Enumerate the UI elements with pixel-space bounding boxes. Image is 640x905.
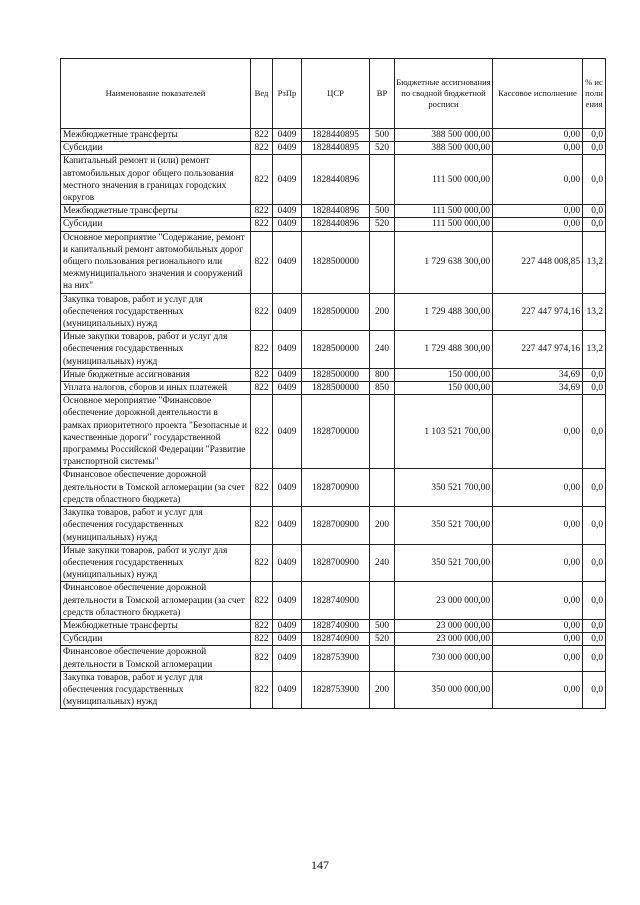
row-ved-cell: 822 — [251, 507, 273, 545]
row-vr-cell: 500 — [370, 619, 395, 632]
row-executed-cell: 227 448 008,85 — [493, 231, 583, 293]
table-row — [61, 205, 606, 218]
row-rzpr-cell: 0409 — [273, 671, 302, 709]
row-executed-cell: 0,00 — [493, 633, 583, 646]
row-percent-cell: 0,0 — [583, 205, 606, 218]
row-rzpr-cell: 0409 — [273, 469, 302, 507]
budget-execution-table — [60, 58, 606, 709]
row-csr-cell: 1828440895 — [302, 142, 370, 155]
row-assigned-cell: 1 729 488 300,00 — [395, 331, 493, 369]
row-vr-cell: 500 — [370, 205, 395, 218]
header-executed: Кассовое исполнение — [493, 59, 583, 129]
row-executed-cell: 227 447 974,16 — [493, 331, 583, 369]
row-csr-cell: 1828753900 — [302, 646, 370, 671]
row-csr-cell: 1828753900 — [302, 671, 370, 709]
row-executed-cell: 0,00 — [493, 544, 583, 582]
row-name-cell: Финансовое обеспечение дорожной деятельности в Томской агломерации — [61, 646, 251, 671]
row-name-cell: Уплата налогов, сборов и иных платежей — [61, 382, 251, 395]
row-percent-cell: 0,0 — [583, 368, 606, 381]
row-assigned-cell: 350 521 700,00 — [395, 507, 493, 545]
table-row — [61, 544, 606, 582]
row-executed-cell: 0,00 — [493, 218, 583, 231]
row-name-cell: Основное мероприятие "Содержание, ремонт и капитальный ремонт автомобильных дорог общего пользования регионального или межмуниципального значения и сооружений на них" — [61, 231, 251, 293]
table-row — [61, 619, 606, 632]
row-ved-cell: 822 — [251, 646, 273, 671]
header-percent: % исполнения — [583, 59, 606, 129]
table-row — [61, 218, 606, 231]
row-assigned-cell: 23 000 000,00 — [395, 582, 493, 620]
row-rzpr-cell: 0409 — [273, 646, 302, 671]
row-percent-cell: 0,0 — [583, 544, 606, 582]
table-row — [61, 582, 606, 620]
table-row — [61, 129, 606, 142]
header-vr: ВР — [370, 59, 395, 129]
row-csr-cell: 1828440896 — [302, 205, 370, 218]
header-csr: ЦСР — [302, 59, 370, 129]
row-percent-cell: 0,0 — [583, 129, 606, 142]
row-csr-cell: 1828740900 — [302, 633, 370, 646]
row-ved-cell: 822 — [251, 331, 273, 369]
row-assigned-cell: 150 000,00 — [395, 368, 493, 381]
row-assigned-cell: 350 000 000,00 — [395, 671, 493, 709]
row-name-cell: Иные закупки товаров, работ и услуг для обеспечения государственных (муниципальных) нужд — [61, 544, 251, 582]
row-assigned-cell: 730 000 000,00 — [395, 646, 493, 671]
row-executed-cell: 227 447 974,16 — [493, 293, 583, 331]
row-ved-cell: 822 — [251, 619, 273, 632]
row-csr-cell: 1828740900 — [302, 582, 370, 620]
row-rzpr-cell: 0409 — [273, 293, 302, 331]
row-vr-cell: 240 — [370, 331, 395, 369]
row-executed-cell: 0,00 — [493, 129, 583, 142]
row-executed-cell: 34,69 — [493, 382, 583, 395]
table-row — [61, 633, 606, 646]
row-vr-cell: 240 — [370, 544, 395, 582]
row-executed-cell: 34,69 — [493, 368, 583, 381]
row-executed-cell: 0,00 — [493, 582, 583, 620]
header-ved: Вед — [251, 59, 273, 129]
row-assigned-cell: 1 729 488 300,00 — [395, 293, 493, 331]
row-percent-cell: 0,0 — [583, 582, 606, 620]
row-name-cell: Межбюджетные трансферты — [61, 619, 251, 632]
table-row — [61, 142, 606, 155]
row-ved-cell: 822 — [251, 231, 273, 293]
row-rzpr-cell: 0409 — [273, 582, 302, 620]
row-executed-cell: 0,00 — [493, 646, 583, 671]
header-rzpr: РзПр — [273, 59, 302, 129]
row-rzpr-cell: 0409 — [273, 218, 302, 231]
row-csr-cell: 1828700900 — [302, 507, 370, 545]
row-name-cell: Иные закупки товаров, работ и услуг для обеспечения государственных (муниципальных) нужд — [61, 331, 251, 369]
row-rzpr-cell: 0409 — [273, 633, 302, 646]
row-csr-cell: 1828440896 — [302, 155, 370, 205]
row-assigned-cell: 150 000,00 — [395, 382, 493, 395]
row-ved-cell: 822 — [251, 633, 273, 646]
row-rzpr-cell: 0409 — [273, 507, 302, 545]
row-rzpr-cell: 0409 — [273, 155, 302, 205]
row-rzpr-cell: 0409 — [273, 231, 302, 293]
row-csr-cell: 1828440896 — [302, 218, 370, 231]
row-executed-cell: 0,00 — [493, 142, 583, 155]
row-ved-cell: 822 — [251, 142, 273, 155]
row-executed-cell: 0,00 — [493, 395, 583, 469]
row-rzpr-cell: 0409 — [273, 205, 302, 218]
row-name-cell: Финансовое обеспечение дорожной деятельности в Томской агломерации (за счет средств областного бюджета) — [61, 469, 251, 507]
table-row — [61, 293, 606, 331]
row-name-cell: Иные бюджетные ассигнования — [61, 368, 251, 381]
row-ved-cell: 822 — [251, 293, 273, 331]
row-assigned-cell: 23 000 000,00 — [395, 619, 493, 632]
page-number: 147 — [311, 858, 329, 872]
row-assigned-cell: 111 500 000,00 — [395, 218, 493, 231]
row-csr-cell: 1828740900 — [302, 619, 370, 632]
row-assigned-cell: 350 521 700,00 — [395, 544, 493, 582]
table-row — [61, 469, 606, 507]
row-ved-cell: 822 — [251, 205, 273, 218]
row-csr-cell: 1828700900 — [302, 544, 370, 582]
table-body — [61, 129, 606, 709]
row-ved-cell: 822 — [251, 129, 273, 142]
row-ved-cell: 822 — [251, 382, 273, 395]
row-csr-cell: 1828500000 — [302, 293, 370, 331]
row-name-cell: Основное мероприятие "Финансовое обеспечение дорожной деятельности в рамках приоритетного проекта "Безопасные и качественные дороги" государственной программы Российской Федерации "Развитие транспортной системы" — [61, 395, 251, 469]
row-executed-cell: 0,00 — [493, 469, 583, 507]
row-assigned-cell: 1 729 638 300,00 — [395, 231, 493, 293]
row-percent-cell: 0,0 — [583, 382, 606, 395]
row-name-cell: Финансовое обеспечение дорожной деятельности в Томской агломерации (за счет средств областного бюджета) — [61, 582, 251, 620]
row-csr-cell: 1828500000 — [302, 382, 370, 395]
row-vr-cell: 200 — [370, 671, 395, 709]
row-ved-cell: 822 — [251, 544, 273, 582]
row-vr-cell: 800 — [370, 368, 395, 381]
row-rzpr-cell: 0409 — [273, 619, 302, 632]
row-vr-cell: 500 — [370, 129, 395, 142]
row-csr-cell: 1828500000 — [302, 231, 370, 293]
row-csr-cell: 1828500000 — [302, 368, 370, 381]
row-vr-cell — [370, 155, 395, 205]
row-percent-cell: 13,2 — [583, 331, 606, 369]
header-name: Наименование показателей — [61, 59, 251, 129]
row-vr-cell: 200 — [370, 507, 395, 545]
table-row — [61, 331, 606, 369]
row-percent-cell: 13,2 — [583, 293, 606, 331]
row-ved-cell: 822 — [251, 218, 273, 231]
row-percent-cell: 0,0 — [583, 507, 606, 545]
row-ved-cell: 822 — [251, 368, 273, 381]
header-assigned: Бюджетные ассигнования по сводной бюджетной росписи — [395, 59, 493, 129]
row-name-cell: Закупка товаров, работ и услуг для обеспечения государственных (муниципальных) нужд — [61, 507, 251, 545]
row-rzpr-cell: 0409 — [273, 544, 302, 582]
row-name-cell: Субсидии — [61, 633, 251, 646]
row-csr-cell: 1828440895 — [302, 129, 370, 142]
row-name-cell: Закупка товаров, работ и услуг для обеспечения государственных (муниципальных) нужд — [61, 671, 251, 709]
row-ved-cell: 822 — [251, 582, 273, 620]
row-name-cell: Межбюджетные трансферты — [61, 129, 251, 142]
row-ved-cell: 822 — [251, 671, 273, 709]
row-vr-cell — [370, 582, 395, 620]
row-assigned-cell: 388 500 000,00 — [395, 129, 493, 142]
row-percent-cell: 0,0 — [583, 646, 606, 671]
row-csr-cell: 1828500000 — [302, 331, 370, 369]
table-row — [61, 395, 606, 469]
row-name-cell: Закупка товаров, работ и услуг для обеспечения государственных (муниципальных) нужд — [61, 293, 251, 331]
row-ved-cell: 822 — [251, 469, 273, 507]
row-assigned-cell: 111 500 000,00 — [395, 205, 493, 218]
row-percent-cell: 0,0 — [583, 218, 606, 231]
row-vr-cell: 850 — [370, 382, 395, 395]
row-ved-cell: 822 — [251, 155, 273, 205]
row-vr-cell — [370, 395, 395, 469]
row-executed-cell: 0,00 — [493, 155, 583, 205]
row-name-cell: Субсидии — [61, 142, 251, 155]
table-row — [61, 368, 606, 381]
row-assigned-cell: 111 500 000,00 — [395, 155, 493, 205]
row-vr-cell — [370, 469, 395, 507]
row-vr-cell — [370, 646, 395, 671]
row-rzpr-cell: 0409 — [273, 382, 302, 395]
row-percent-cell: 0,0 — [583, 469, 606, 507]
row-ved-cell: 822 — [251, 395, 273, 469]
row-executed-cell: 0,00 — [493, 507, 583, 545]
row-name-cell: Субсидии — [61, 218, 251, 231]
row-csr-cell: 1828700900 — [302, 469, 370, 507]
table-row — [61, 646, 606, 671]
row-assigned-cell: 388 500 000,00 — [395, 142, 493, 155]
row-executed-cell: 0,00 — [493, 619, 583, 632]
row-assigned-cell: 1 103 521 700,00 — [395, 395, 493, 469]
table-row — [61, 671, 606, 709]
row-vr-cell: 520 — [370, 142, 395, 155]
row-rzpr-cell: 0409 — [273, 368, 302, 381]
row-assigned-cell: 350 521 700,00 — [395, 469, 493, 507]
table-row — [61, 155, 606, 205]
table-row — [61, 231, 606, 293]
row-percent-cell: 0,0 — [583, 155, 606, 205]
row-executed-cell: 0,00 — [493, 671, 583, 709]
row-name-cell: Межбюджетные трансферты — [61, 205, 251, 218]
row-executed-cell: 0,00 — [493, 205, 583, 218]
table-header-row — [61, 59, 606, 129]
row-csr-cell: 1828700000 — [302, 395, 370, 469]
row-vr-cell — [370, 231, 395, 293]
row-vr-cell: 520 — [370, 633, 395, 646]
table-row — [61, 382, 606, 395]
row-name-cell: Капитальный ремонт и (или) ремонт автомобильных дорог общего пользования местного значения в границах городских округов — [61, 155, 251, 205]
row-rzpr-cell: 0409 — [273, 142, 302, 155]
row-rzpr-cell: 0409 — [273, 331, 302, 369]
table-row — [61, 507, 606, 545]
row-percent-cell: 0,0 — [583, 633, 606, 646]
row-percent-cell: 13,2 — [583, 231, 606, 293]
row-rzpr-cell: 0409 — [273, 129, 302, 142]
row-percent-cell: 0,0 — [583, 619, 606, 632]
row-vr-cell: 520 — [370, 218, 395, 231]
row-percent-cell: 0,0 — [583, 671, 606, 709]
row-assigned-cell: 23 000 000,00 — [395, 633, 493, 646]
row-rzpr-cell: 0409 — [273, 395, 302, 469]
row-percent-cell: 0,0 — [583, 142, 606, 155]
row-vr-cell: 200 — [370, 293, 395, 331]
row-percent-cell: 0,0 — [583, 395, 606, 469]
